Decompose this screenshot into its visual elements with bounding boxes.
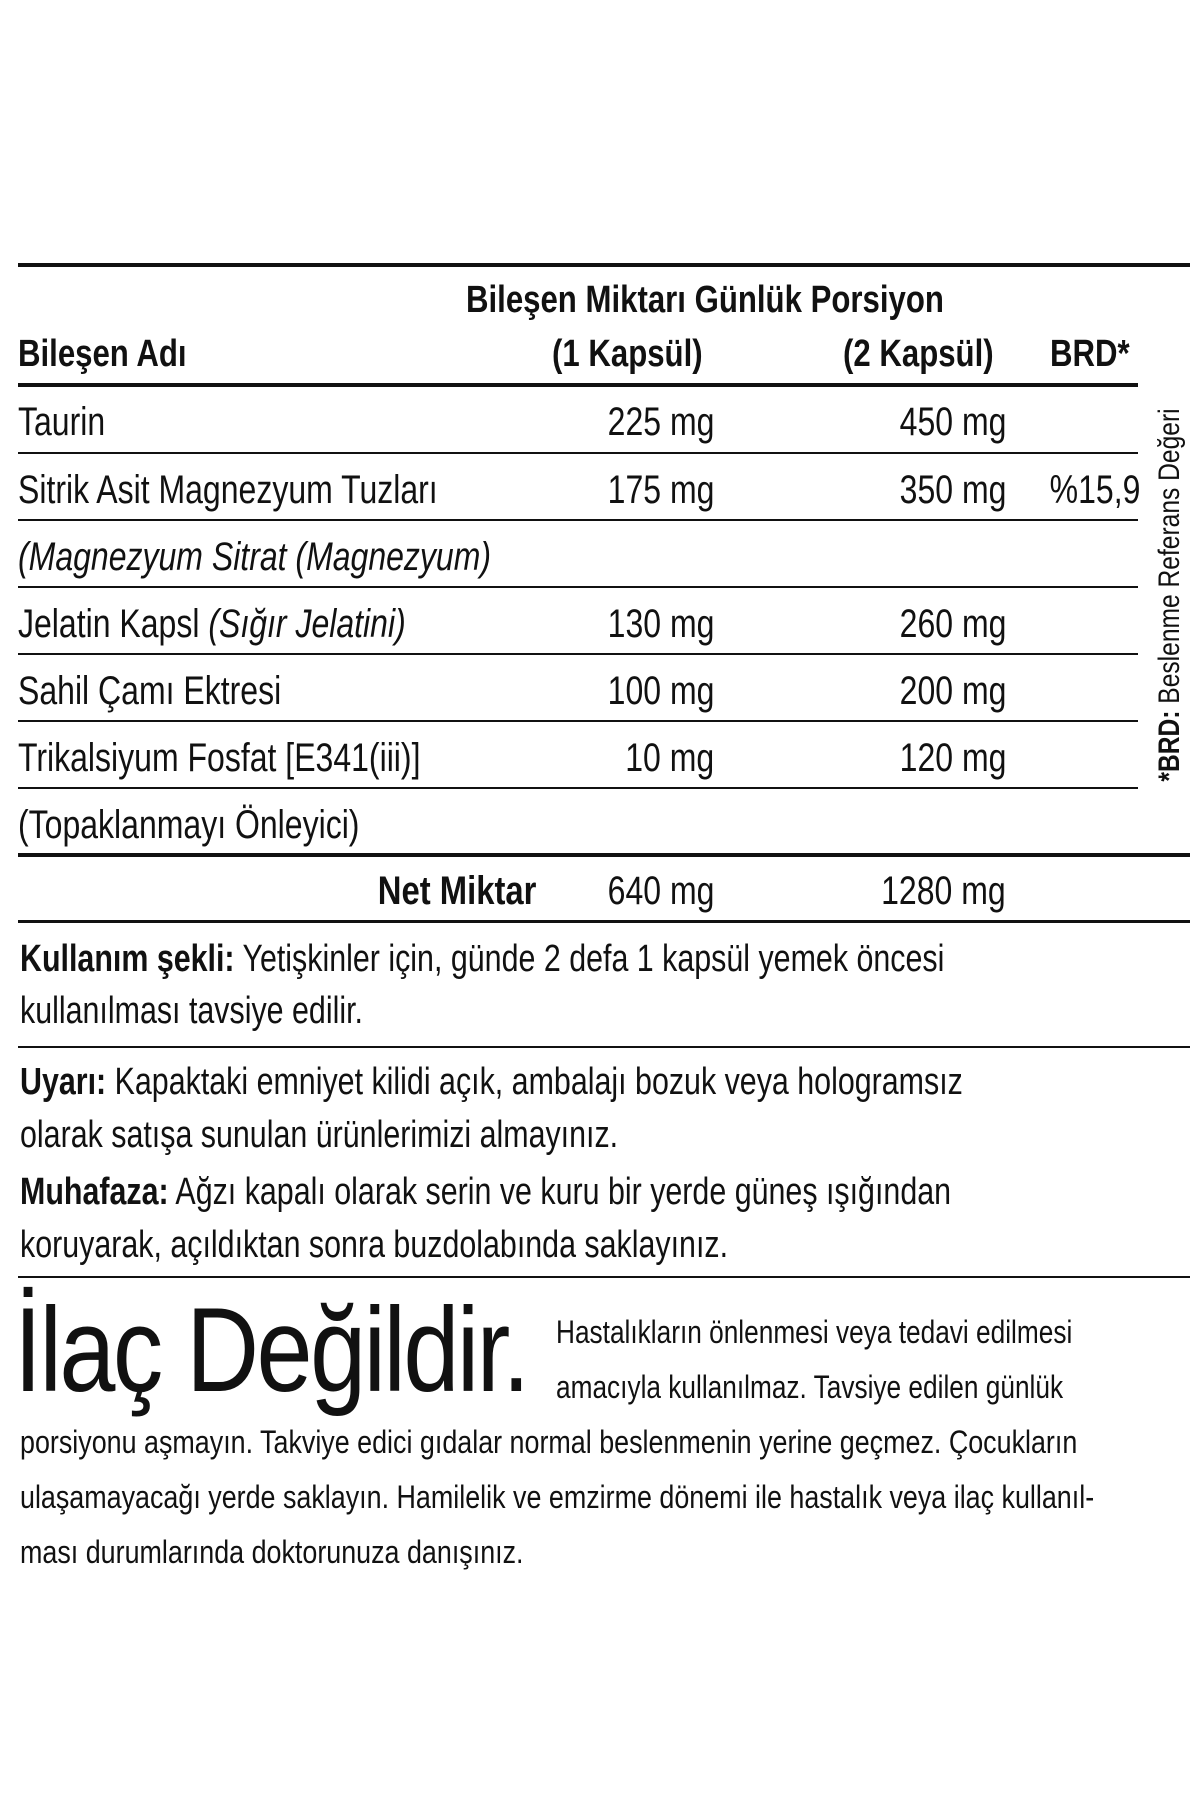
net-amount-one-capsule: 640 mg xyxy=(607,869,714,913)
table-row: Sahil Çamı Ektresi xyxy=(18,669,282,713)
table-row: Sitrik Asit Magnezyum Tuzları xyxy=(18,468,438,512)
amount-one-capsule: 225 mg xyxy=(607,400,714,444)
net-amount-two-capsules: 1280 mg xyxy=(881,869,1006,913)
warning-text: Uyarı: Kapaktaki emniyet kilidi açık, ambalajı bozuk veya hologramsız xyxy=(20,1061,963,1103)
amount-two-capsules: 200 mg xyxy=(899,669,1006,713)
usage-text-cont: kullanılması tavsiye edilir. xyxy=(20,990,363,1032)
amount-two-capsules: 450 mg xyxy=(899,400,1006,444)
storage-text: Muhafaza: Ağzı kapalı olarak serin ve kuru bir yerde güneş ışığından xyxy=(20,1171,952,1213)
table-row: Trikalsiyum Fosfat [E341(iii)] xyxy=(18,736,421,780)
serving-title: Bileşen Miktarı Günlük Porsiyon xyxy=(466,279,944,321)
net-amount-label: Net Miktar xyxy=(377,869,536,913)
row-divider xyxy=(18,586,1138,588)
table-row: (Topaklanmayı Önleyici) xyxy=(18,803,360,847)
table-row: Taurin xyxy=(18,400,106,444)
brd-value: %15,9 xyxy=(1049,468,1140,512)
total-rule xyxy=(18,853,1190,857)
header-rule xyxy=(18,383,1138,387)
ingredient-column-header: Bileşen Adı xyxy=(18,333,187,375)
disclaimer-line: Hastalıkların önlenmesi veya tedavi edilmesi xyxy=(556,1314,1073,1350)
section-divider xyxy=(18,1046,1190,1048)
amount-two-capsules: 120 mg xyxy=(899,736,1006,780)
amount-two-capsules: 260 mg xyxy=(899,602,1006,646)
table-bottom-rule xyxy=(18,920,1190,923)
amount-one-capsule: 10 mg xyxy=(625,736,714,780)
amount-one-capsule: 175 mg xyxy=(607,468,714,512)
per-capsule-header: (1 Kapsül) xyxy=(552,333,703,375)
row-divider xyxy=(18,452,1138,454)
row-divider xyxy=(18,519,1138,521)
row-divider xyxy=(18,720,1138,722)
disclaimer-line: porsiyonu aşmayın. Takviye edici gıdalar normal beslenmenin yerine geçmez. Çocukların xyxy=(20,1424,1078,1460)
amount-one-capsule: 100 mg xyxy=(607,669,714,713)
brd-header: BRD* xyxy=(1050,333,1130,375)
section-divider xyxy=(18,1276,1190,1278)
table-top-rule xyxy=(18,263,1190,267)
storage-text-cont: koruyarak, açıldıktan sonra buzdolabında saklayınız. xyxy=(20,1224,729,1266)
row-divider xyxy=(18,653,1138,655)
row-divider xyxy=(18,787,1138,789)
amount-two-capsules: 350 mg xyxy=(899,468,1006,512)
table-row: (Magnezyum Sitrat (Magnezyum) xyxy=(18,535,492,579)
usage-text: Kullanım şekli: Yetişkinler için, günde 2 defa 1 kapsül yemek öncesi xyxy=(20,938,945,980)
not-a-medicine-title: İlaç Değildir. xyxy=(14,1283,528,1417)
table-row: Jelatin Kapsl (Sığır Jelatini) xyxy=(18,602,406,646)
warning-text-cont: olarak satışa sunulan ürünlerimizi almayınız. xyxy=(20,1114,619,1156)
per-day-header: (2 Kapsül) xyxy=(843,333,994,375)
amount-one-capsule: 130 mg xyxy=(607,602,714,646)
disclaimer-line: amacıyla kullanılmaz. Tavsiye edilen günlük xyxy=(556,1369,1064,1405)
disclaimer-line: ması durumlarında doktorunuza danışınız. xyxy=(20,1534,524,1570)
disclaimer-line: ulaşamayacağı yerde saklayın. Hamilelik ve emzirme dönemi ile hastalık veya ilaç kullanıl- xyxy=(20,1479,1095,1515)
brd-footnote: *BRD: Beslenme Referans Değeri xyxy=(1153,408,1186,782)
